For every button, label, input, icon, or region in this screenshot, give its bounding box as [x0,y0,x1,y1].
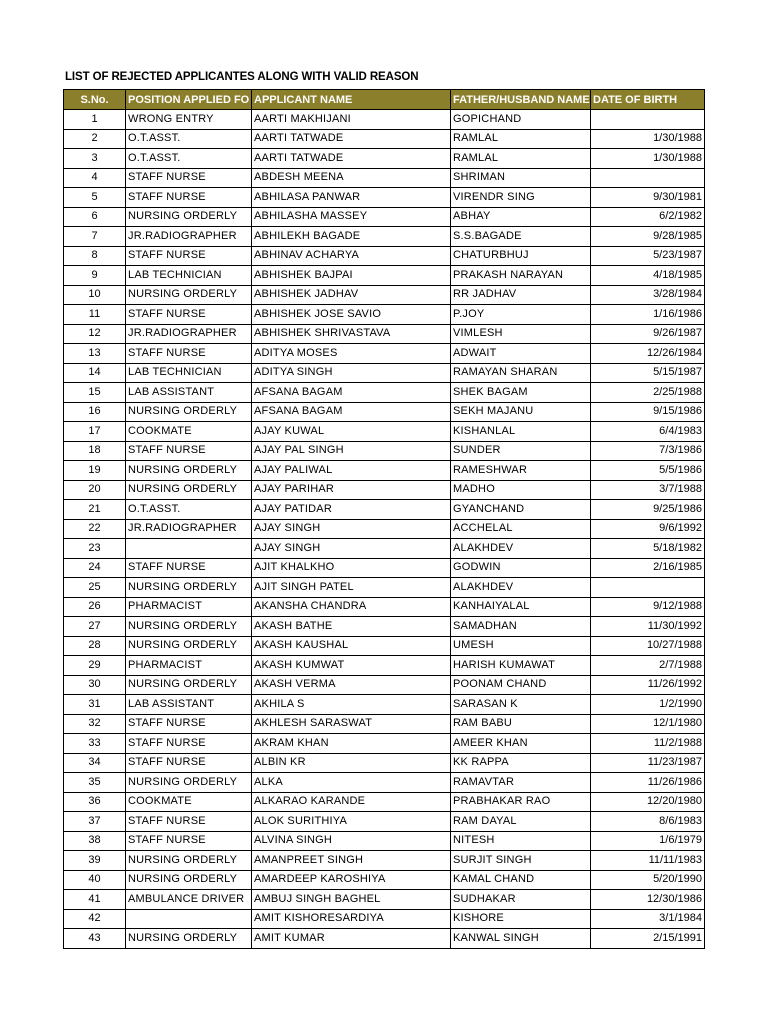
cell-position: STAFF NURSE [126,831,252,851]
cell-position: NURSING ORDERLY [126,461,252,481]
cell-date-of-birth: 1/6/1979 [591,831,705,851]
cell-date-of-birth: 11/26/1986 [591,773,705,793]
cell-father-husband-name: UMESH [451,636,591,656]
cell-sno: 34 [64,753,126,773]
cell-father-husband-name: VIRENDR SING [451,188,591,208]
table-row [64,656,705,676]
table-row [64,792,705,812]
cell-position: NURSING ORDERLY [126,402,252,422]
header-sno: S.No. [64,90,126,110]
cell-applicant-name: AJIT KHALKHO [252,558,451,578]
cell-position: PHARMACIST [126,597,252,617]
cell-father-husband-name: SHEK BAGAM [451,383,591,403]
cell-father-husband-name: ABHAY [451,207,591,227]
cell-father-husband-name: AMEER KHAN [451,734,591,754]
cell-father-husband-name: GODWIN [451,558,591,578]
cell-date-of-birth: 10/27/1988 [591,636,705,656]
header-position: POSITION APPLIED FO [126,90,252,110]
table-body [64,110,705,949]
header-row [64,90,705,110]
header-applicant-name: APPLICANT NAME [252,90,451,110]
cell-sno: 28 [64,636,126,656]
cell-sno: 37 [64,812,126,832]
cell-father-husband-name: KANHAIYALAL [451,597,591,617]
cell-father-husband-name: KISHORE [451,909,591,929]
cell-father-husband-name: RAMAVTAR [451,773,591,793]
table-row [64,831,705,851]
cell-date-of-birth: 2/7/1988 [591,656,705,676]
cell-sno: 8 [64,246,126,266]
cell-sno: 42 [64,909,126,929]
cell-sno: 31 [64,695,126,715]
cell-applicant-name: AMBUJ SINGH BAGHEL [252,890,451,910]
cell-applicant-name: AFSANA BAGAM [252,402,451,422]
cell-date-of-birth: 12/1/1980 [591,714,705,734]
table-row [64,246,705,266]
cell-sno: 39 [64,851,126,871]
cell-father-husband-name: HARISH KUMAWAT [451,656,591,676]
table-row [64,929,705,949]
table-row [64,519,705,539]
cell-applicant-name: AKASH BATHE [252,617,451,637]
cell-applicant-name: AMANPREET SINGH [252,851,451,871]
cell-applicant-name: AFSANA BAGAM [252,383,451,403]
table-row [64,695,705,715]
cell-date-of-birth: 11/23/1987 [591,753,705,773]
cell-sno: 5 [64,188,126,208]
cell-date-of-birth: 5/23/1987 [591,246,705,266]
cell-date-of-birth: 9/28/1985 [591,227,705,247]
cell-sno: 11 [64,305,126,325]
cell-applicant-name: ABHISHEK JOSE SAVIO [252,305,451,325]
cell-father-husband-name: KISHANLAL [451,422,591,442]
cell-applicant-name: ABHINAV ACHARYA [252,246,451,266]
table-row [64,558,705,578]
table-row [64,402,705,422]
cell-applicant-name: AMIT KISHORESARDIYA [252,909,451,929]
cell-date-of-birth: 3/28/1984 [591,285,705,305]
table-row [64,149,705,169]
cell-position: NURSING ORDERLY [126,851,252,871]
cell-sno: 33 [64,734,126,754]
cell-sno: 9 [64,266,126,286]
cell-applicant-name: AARTI TATWADE [252,149,451,169]
cell-applicant-name: AKASH KAUSHAL [252,636,451,656]
cell-applicant-name: AMIT KUMAR [252,929,451,949]
cell-position: STAFF NURSE [126,734,252,754]
cell-position: AMBULANCE DRIVER [126,890,252,910]
table-row [64,227,705,247]
cell-father-husband-name: RAMLAL [451,129,591,149]
cell-date-of-birth: 5/20/1990 [591,870,705,890]
cell-date-of-birth: 9/25/1986 [591,500,705,520]
cell-sno: 15 [64,383,126,403]
cell-date-of-birth [591,578,705,598]
cell-position: NURSING ORDERLY [126,480,252,500]
table-row [64,207,705,227]
cell-date-of-birth: 12/26/1984 [591,344,705,364]
cell-sno: 24 [64,558,126,578]
cell-date-of-birth: 12/20/1980 [591,792,705,812]
cell-position: STAFF NURSE [126,168,252,188]
cell-sno: 12 [64,324,126,344]
cell-father-husband-name: GOPICHAND [451,110,591,130]
table-row [64,675,705,695]
table-row [64,500,705,520]
cell-father-husband-name: NITESH [451,831,591,851]
cell-father-husband-name: SAMADHAN [451,617,591,637]
cell-father-husband-name: KANWAL SINGH [451,929,591,949]
cell-date-of-birth [591,110,705,130]
cell-position: STAFF NURSE [126,714,252,734]
cell-applicant-name: AKRAM KHAN [252,734,451,754]
cell-applicant-name: AKASH KUMWAT [252,656,451,676]
cell-father-husband-name: ADWAIT [451,344,591,364]
cell-sno: 6 [64,207,126,227]
cell-applicant-name: ABDESH MEENA [252,168,451,188]
cell-position: LAB TECHNICIAN [126,266,252,286]
table-row [64,812,705,832]
cell-sno: 29 [64,656,126,676]
table-row [64,773,705,793]
cell-father-husband-name: S.S.BAGADE [451,227,591,247]
cell-sno: 18 [64,441,126,461]
cell-applicant-name: AJAY PALIWAL [252,461,451,481]
cell-applicant-name: AKHLESH SARASWAT [252,714,451,734]
table-row [64,890,705,910]
cell-sno: 16 [64,402,126,422]
cell-position: PHARMACIST [126,656,252,676]
cell-date-of-birth: 11/11/1983 [591,851,705,871]
cell-position: NURSING ORDERLY [126,617,252,637]
cell-sno: 27 [64,617,126,637]
cell-applicant-name: AARTI MAKHIJANI [252,110,451,130]
cell-date-of-birth: 3/7/1988 [591,480,705,500]
cell-sno: 36 [64,792,126,812]
cell-position: JR.RADIOGRAPHER [126,324,252,344]
cell-date-of-birth: 5/5/1986 [591,461,705,481]
cell-applicant-name: AKANSHA CHANDRA [252,597,451,617]
cell-father-husband-name: ALAKHDEV [451,539,591,559]
table-row [64,734,705,754]
cell-position: STAFF NURSE [126,753,252,773]
cell-position: NURSING ORDERLY [126,578,252,598]
cell-position: COOKMATE [126,792,252,812]
cell-sno: 22 [64,519,126,539]
table-row [64,129,705,149]
cell-father-husband-name: POONAM CHAND [451,675,591,695]
cell-father-husband-name: MADHO [451,480,591,500]
table-row [64,188,705,208]
cell-date-of-birth: 9/15/1986 [591,402,705,422]
cell-position: STAFF NURSE [126,441,252,461]
table-row [64,870,705,890]
cell-position: O.T.ASST. [126,500,252,520]
table-row [64,324,705,344]
cell-sno: 1 [64,110,126,130]
table-row [64,617,705,637]
cell-applicant-name: AJAY KUWAL [252,422,451,442]
cell-position: O.T.ASST. [126,129,252,149]
cell-date-of-birth: 2/16/1985 [591,558,705,578]
cell-father-husband-name: KK RAPPA [451,753,591,773]
table-row [64,909,705,929]
cell-position: LAB ASSISTANT [126,383,252,403]
cell-applicant-name: ABHILASA PANWAR [252,188,451,208]
cell-position: NURSING ORDERLY [126,675,252,695]
cell-position: STAFF NURSE [126,188,252,208]
cell-position: STAFF NURSE [126,812,252,832]
cell-sno: 41 [64,890,126,910]
cell-position: NURSING ORDERLY [126,636,252,656]
cell-applicant-name: ABHILEKH BAGADE [252,227,451,247]
cell-position: STAFF NURSE [126,305,252,325]
cell-date-of-birth: 9/26/1987 [591,324,705,344]
cell-date-of-birth: 1/16/1986 [591,305,705,325]
cell-applicant-name: ABHISHEK JADHAV [252,285,451,305]
cell-father-husband-name: RAMLAL [451,149,591,169]
cell-date-of-birth: 6/4/1983 [591,422,705,442]
cell-father-husband-name: SEKH MAJANU [451,402,591,422]
cell-father-husband-name: RAM BABU [451,714,591,734]
cell-date-of-birth: 11/30/1992 [591,617,705,637]
cell-father-husband-name: PRAKASH NARAYAN [451,266,591,286]
table-row [64,461,705,481]
cell-position: NURSING ORDERLY [126,870,252,890]
cell-sno: 4 [64,168,126,188]
cell-position [126,539,252,559]
header-father-husband-name: FATHER/HUSBAND NAME [451,90,591,110]
cell-position: O.T.ASST. [126,149,252,169]
cell-sno: 10 [64,285,126,305]
cell-applicant-name: ABHISHEK SHRIVASTAVA [252,324,451,344]
cell-date-of-birth: 9/30/1981 [591,188,705,208]
cell-position: STAFF NURSE [126,246,252,266]
cell-position: LAB ASSISTANT [126,695,252,715]
cell-sno: 25 [64,578,126,598]
cell-date-of-birth: 7/3/1986 [591,441,705,461]
cell-date-of-birth: 4/18/1985 [591,266,705,286]
cell-applicant-name: ABHILASHA MASSEY [252,207,451,227]
cell-date-of-birth: 2/25/1988 [591,383,705,403]
cell-sno: 26 [64,597,126,617]
cell-date-of-birth: 6/2/1982 [591,207,705,227]
cell-applicant-name: AKHILA S [252,695,451,715]
cell-position: STAFF NURSE [126,344,252,364]
cell-applicant-name: AJAY SINGH [252,539,451,559]
cell-date-of-birth: 11/26/1992 [591,675,705,695]
cell-father-husband-name: GYANCHAND [451,500,591,520]
table-row [64,597,705,617]
cell-father-husband-name: CHATURBHUJ [451,246,591,266]
table-row [64,714,705,734]
table-row [64,636,705,656]
cell-position: COOKMATE [126,422,252,442]
cell-sno: 7 [64,227,126,247]
cell-sno: 43 [64,929,126,949]
cell-sno: 30 [64,675,126,695]
cell-applicant-name: ADITYA MOSES [252,344,451,364]
cell-date-of-birth: 1/30/1988 [591,129,705,149]
cell-sno: 20 [64,480,126,500]
cell-date-of-birth: 1/2/1990 [591,695,705,715]
cell-date-of-birth [591,168,705,188]
cell-father-husband-name: PRABHAKAR RAO [451,792,591,812]
table-row [64,344,705,364]
cell-position: NURSING ORDERLY [126,773,252,793]
cell-applicant-name: AJAY PAL SINGH [252,441,451,461]
cell-father-husband-name: SHRIMAN [451,168,591,188]
cell-applicant-name: ALKA [252,773,451,793]
table-row [64,539,705,559]
table-row [64,168,705,188]
cell-father-husband-name: SARASAN K [451,695,591,715]
cell-date-of-birth: 3/1/1984 [591,909,705,929]
cell-applicant-name: AJAY SINGH [252,519,451,539]
cell-sno: 17 [64,422,126,442]
cell-sno: 3 [64,149,126,169]
cell-position: NURSING ORDERLY [126,285,252,305]
cell-applicant-name: ALBIN KR [252,753,451,773]
cell-applicant-name: ALOK SURITHIYA [252,812,451,832]
cell-date-of-birth: 8/6/1983 [591,812,705,832]
cell-sno: 19 [64,461,126,481]
cell-applicant-name: AMARDEEP KAROSHIYA [252,870,451,890]
cell-sno: 38 [64,831,126,851]
cell-sno: 2 [64,129,126,149]
cell-position: NURSING ORDERLY [126,207,252,227]
table-row [64,305,705,325]
cell-father-husband-name: ACCHELAL [451,519,591,539]
cell-sno: 40 [64,870,126,890]
cell-applicant-name: AARTI TATWADE [252,129,451,149]
header-date-of-birth: DATE OF BIRTH [591,90,705,110]
cell-father-husband-name: RAM DAYAL [451,812,591,832]
cell-position: NURSING ORDERLY [126,929,252,949]
table-row [64,110,705,130]
cell-position: STAFF NURSE [126,558,252,578]
cell-date-of-birth: 11/2/1988 [591,734,705,754]
cell-applicant-name: ALVINA SINGH [252,831,451,851]
cell-sno: 14 [64,363,126,383]
table-row [64,480,705,500]
document-title: LIST OF REJECTED APPLICANTES ALONG WITH VALID REASON [65,71,419,83]
cell-father-husband-name: RR JADHAV [451,285,591,305]
cell-applicant-name: ADITYA SINGH [252,363,451,383]
cell-applicant-name: ABHISHEK BAJPAI [252,266,451,286]
cell-date-of-birth: 1/30/1988 [591,149,705,169]
cell-father-husband-name: ALAKHDEV [451,578,591,598]
applicants-table [63,89,705,949]
cell-sno: 23 [64,539,126,559]
table-row [64,383,705,403]
cell-father-husband-name: KAMAL CHAND [451,870,591,890]
table-row [64,266,705,286]
cell-applicant-name: AJIT SINGH PATEL [252,578,451,598]
cell-father-husband-name: RAMESHWAR [451,461,591,481]
cell-position: JR.RADIOGRAPHER [126,519,252,539]
table-row [64,441,705,461]
table-row [64,753,705,773]
cell-date-of-birth: 9/6/1992 [591,519,705,539]
cell-sno: 32 [64,714,126,734]
cell-father-husband-name: P.JOY [451,305,591,325]
cell-date-of-birth: 5/15/1987 [591,363,705,383]
cell-position: LAB TECHNICIAN [126,363,252,383]
cell-father-husband-name: SUDHAKAR [451,890,591,910]
cell-applicant-name: AJAY PARIHAR [252,480,451,500]
cell-father-husband-name: SURJIT SINGH [451,851,591,871]
table-row [64,285,705,305]
table-row [64,851,705,871]
cell-date-of-birth: 9/12/1988 [591,597,705,617]
cell-position [126,909,252,929]
cell-father-husband-name: VIMLESH [451,324,591,344]
cell-position: JR.RADIOGRAPHER [126,227,252,247]
table-row [64,578,705,598]
cell-sno: 21 [64,500,126,520]
cell-applicant-name: ALKARAO KARANDE [252,792,451,812]
cell-date-of-birth: 2/15/1991 [591,929,705,949]
table-row [64,363,705,383]
cell-father-husband-name: SUNDER [451,441,591,461]
cell-father-husband-name: RAMAYAN SHARAN [451,363,591,383]
cell-applicant-name: AJAY PATIDAR [252,500,451,520]
cell-date-of-birth: 12/30/1986 [591,890,705,910]
table-row [64,422,705,442]
cell-applicant-name: AKASH VERMA [252,675,451,695]
cell-sno: 13 [64,344,126,364]
cell-sno: 35 [64,773,126,793]
cell-position: WRONG ENTRY [126,110,252,130]
cell-date-of-birth: 5/18/1982 [591,539,705,559]
